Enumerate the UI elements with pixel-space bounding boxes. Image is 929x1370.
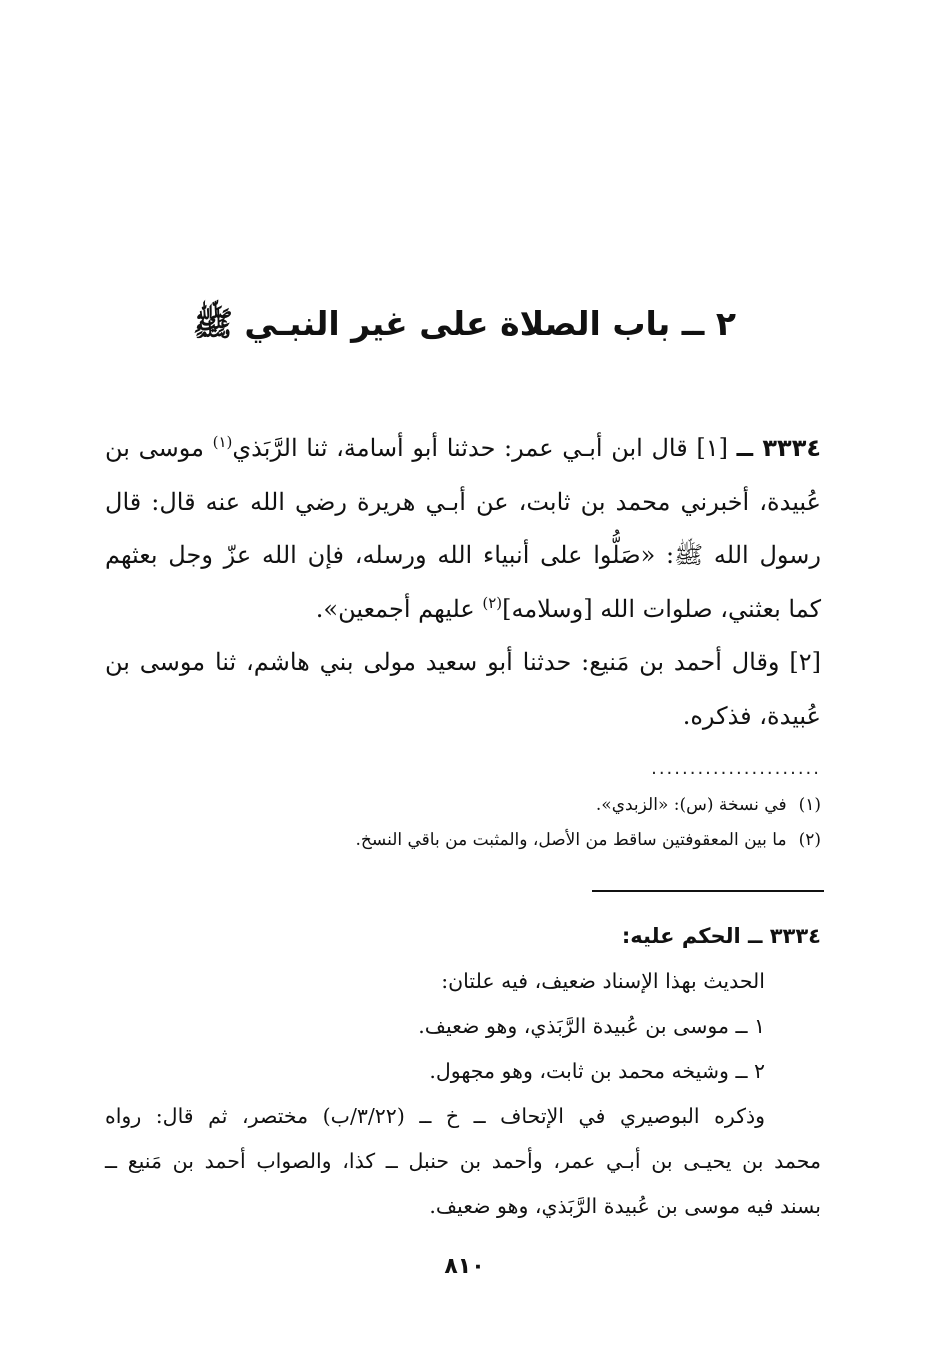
footnote-mark: (١) [798, 795, 821, 815]
ruling-item-1: ١ ــ موسى بن عُبيدة الرَّبَذي، وهو ضعيف. [418, 1014, 765, 1038]
narration-text-1a: قال ابن أبـي عمر: حدثنا أبو أسامة، ثنا الرَّبَذي [232, 434, 688, 462]
section-divider [592, 890, 824, 892]
ruling-intro: الحديث بهذا الإسناد ضعيف، فيه علتان: [441, 969, 765, 993]
narration-marker-2: [٢] [789, 648, 821, 676]
narration-text-2: وقال أحمد بن مَنيع: حدثنا أبو سعيد مولى بني هاشم، ثنا موسى بن عُبيدة، فذكره. [105, 648, 821, 730]
ruling-section [105, 914, 821, 1229]
footnote-1 [105, 788, 821, 823]
footnote-separator: ...................... [651, 758, 821, 778]
hadith-number: ٣٣٣٤ ــ [736, 434, 821, 462]
footnote-ref-2: (٢) [482, 593, 503, 612]
narration-marker-1: [١] [696, 434, 728, 462]
hadith-text [105, 422, 821, 743]
hadith-paragraph-2 [105, 636, 821, 743]
ruling-line-2: محمد بن يحيـى بن أبـي عمر، وأحمد بن حنبل ــ كذا، والصواب أحمد بن مَنيع ــ [105, 1149, 821, 1173]
footnote-text: ما بين المعقوفتين ساقط من الأصل، والمثبت من باقي النسخ. [355, 830, 787, 850]
footnote-mark: (٢) [798, 830, 821, 850]
hadith-paragraph-1 [105, 422, 821, 636]
footnote-2 [105, 823, 821, 858]
ruling-item-2: ٢ ــ وشيخه محمد بن ثابت، وهو مجهول. [429, 1059, 765, 1083]
ruling-line-3: بسند فيه موسى بن عُبيدة الرَّبَذي، وهو ضعيف. [429, 1194, 821, 1218]
narration-text-1b: موسى بن عُبيدة، أخبرني محمد بن ثابت، عن أبـي هريرة رضي الله عنه قال: قال رسول الله ﷺ: «صَلُّوا على أنبياء الله ورسله، فإن الله عزّ وجل بعثهم كما بعثني، صلوات الله [وسلامه] [105, 434, 821, 623]
footnote-ref-1: (١) [212, 433, 233, 451]
ruling-heading: ٣٣٣٤ ــ الحكم عليه: [621, 924, 821, 948]
ruling-line-1: وذكره البوصيري في الإتحاف ــ خ ــ (٣/٢٢/ب) مختصر، ثم قال: رواه [105, 1104, 765, 1128]
footnote-text: في نسخة (س): «الزبدي». [595, 795, 787, 815]
narration-text-1c: عليهم أجمعين». [315, 594, 475, 623]
footnotes [105, 788, 821, 858]
chapter-title: ٢ ــ باب الصلاة على غير النبـي ﷺ [193, 304, 736, 343]
page-number: ٨١٠ [444, 1254, 485, 1279]
